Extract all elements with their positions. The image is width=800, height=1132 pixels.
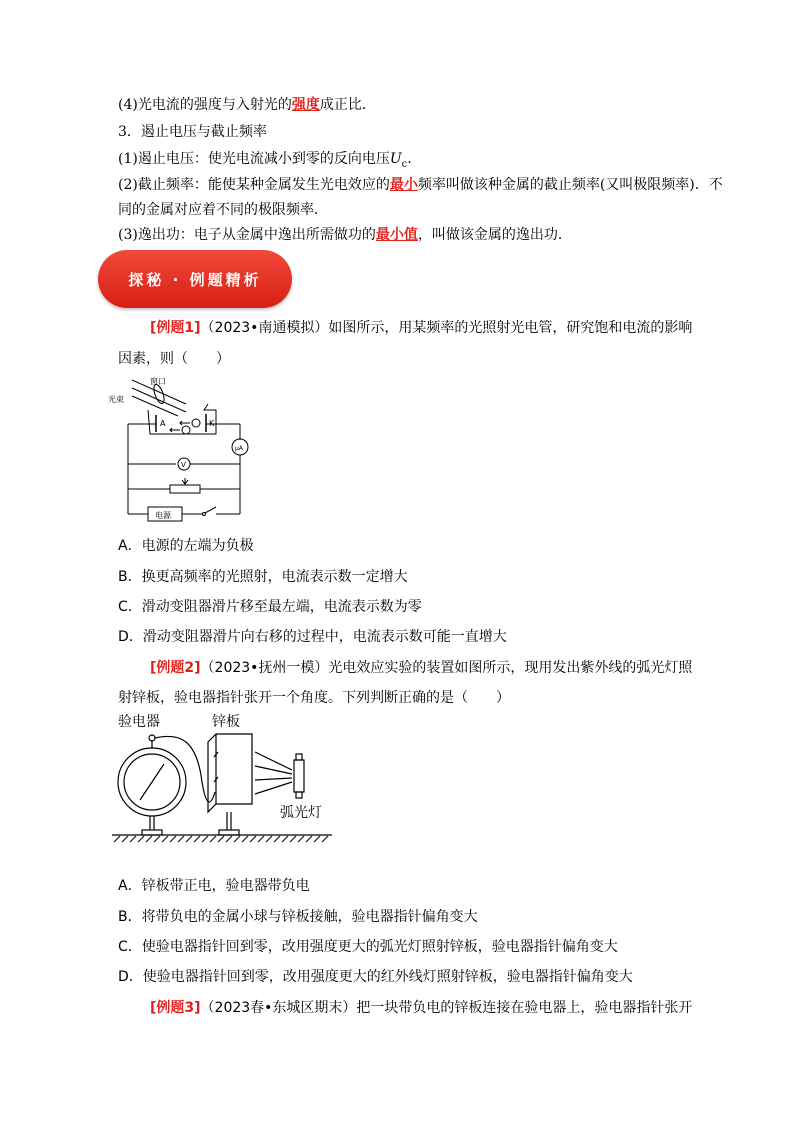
example2-option-b: B．将带负电的金属小球与锌板接触，验电器指针偏角变大 <box>118 909 478 925</box>
section-3-title: 3．遏止电压与截止频率 <box>118 124 267 140</box>
example2-option-a: A．锌板带正电，验电器带负电 <box>118 878 310 894</box>
anode-label: A <box>160 419 166 428</box>
keyword-intensity: 强度 <box>291 97 320 113</box>
example2-line1: [例题2]（2023•抚州一模）光电效应实验的装置如图所示，现用发出紫外线的弧光灯照 <box>150 660 693 676</box>
power-source-label: 电源 <box>155 511 171 520</box>
concept-item-3: (3)逸出功：电子从金属中逸出所需做功的最小值，叫做该金属的逸出功． <box>118 227 572 243</box>
electroscope-figure <box>112 712 332 852</box>
beam-label: 光束 <box>108 395 124 404</box>
example2-option-d: D．使验电器指针回到零，改用强度更大的红外线灯照射锌板，验电器指针偏角变大 <box>118 969 633 985</box>
example1-option-d: D．滑动变阻器滑片向右移的过程中，电流表示数可能一直增大 <box>118 629 507 645</box>
example1-option-b: B．换更高频率的光照射，电流表示数一定增大 <box>118 569 408 585</box>
example3-line1: [例题3]（2023春•东城区期末）把一块带负电的锌板连接在验电器上，验电器指针张开 <box>150 1000 693 1016</box>
example1-tag: [例题1] <box>150 320 201 336</box>
section-banner: 探秘 · 例题精析 <box>98 250 292 308</box>
example3-tag: [例题3] <box>150 1000 201 1016</box>
cathode-label: K <box>209 419 215 428</box>
example2-line2: 射锌板，验电器指针张开一个角度。下列判断正确的是（ ） <box>118 690 510 706</box>
example2-tag: [例题2] <box>150 660 201 676</box>
example1-line2: 因素，则（ ） <box>118 351 230 367</box>
example1-option-c: C．滑动变阻器滑片移至最左端，电流表示数为零 <box>118 599 422 615</box>
example1-line1: [例题1]（2023•南通模拟）如图所示，用某频率的光照射光电管，研究饱和电流的影响 <box>150 320 693 336</box>
concept-item-4: (4)光电流的强度与入射光的强度成正比． <box>118 97 376 113</box>
photo-tube-circuit-figure <box>108 374 268 524</box>
concept-item-1: (1)遏止电压：使光电流减小到零的反向电压$U_c$. <box>118 151 412 170</box>
example1-option-a: A．电源的左端为负极 <box>118 538 254 554</box>
zinc-plate-label: 锌板 <box>212 714 240 730</box>
keyword-minimum: 最小 <box>389 177 418 193</box>
concept-item-2: (2)截止频率：能使某种金属发生光电效应的最小频率叫做该种金属的截止频率(又叫极限频率)．不 <box>118 177 723 193</box>
example2-option-c: C．使验电器指针回到零，改用强度更大的弧光灯照射锌板，验电器指针偏角变大 <box>118 939 618 955</box>
electroscope-label: 验电器 <box>118 714 160 730</box>
concept-item-2-cont: 同的金属对应着不同的极限频率． <box>118 202 328 218</box>
ammeter-label: μA <box>235 445 243 452</box>
voltmeter-label: V <box>181 461 186 469</box>
keyword-minimum-value: 最小值 <box>375 227 418 243</box>
arc-lamp-label: 弧光灯 <box>280 805 322 821</box>
window-label: 窗口 <box>150 377 166 386</box>
